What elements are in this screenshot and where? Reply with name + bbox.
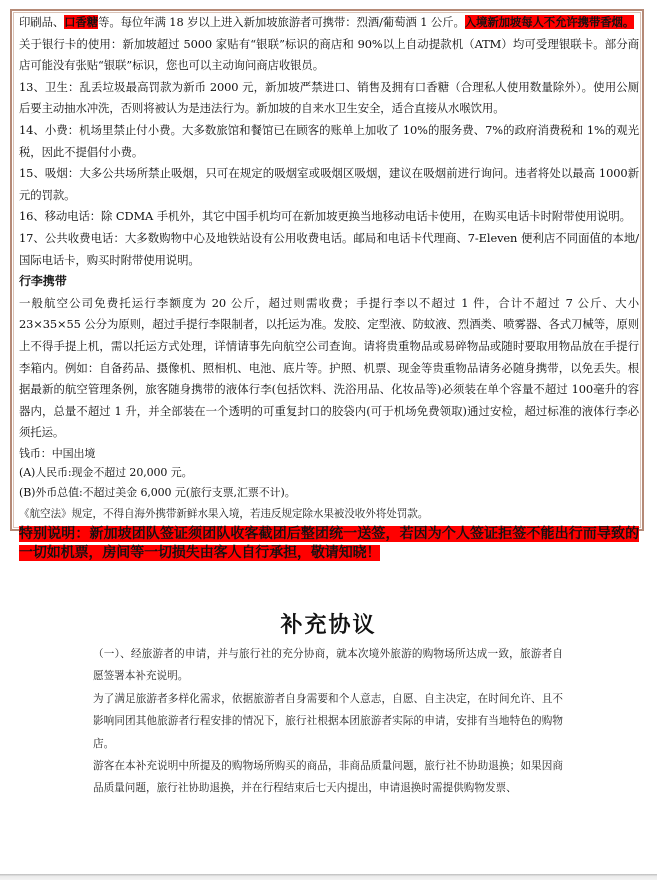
special-note xyxy=(19,525,639,564)
item-tipping: 14、小费：机场里禁止付小费。大多数旅馆和餐馆已在顾客的账单上加收了 10%的服务费、7%的政府消费税和 1%的观光税，因此不提倡付小费。 xyxy=(19,122,639,159)
item-mobile-phone: 16、移动电话：除 CDMA 手机外，其它中国手机均可在新加坡更换当地移动电话卡使用，在购买电话卡时附带使用说明。 xyxy=(19,209,631,224)
currency-foreign: (B)外币总值:不超过美金 6,000 元(旅行支票,汇票不计)。 xyxy=(19,486,296,500)
notice-box xyxy=(19,12,639,564)
item-hygiene: 13、卫生：乱丢垃圾最高罚款为新币 2000 元，新加坡严禁进口、销售及拥有口香糖（合理私人使用数量除外）。使用公厕后要主动抽水冲洗，否则将被认为是违法行为。新加坡的自来水卫生安全，适合直接从水喉饮用。 xyxy=(19,79,639,116)
supplement-paragraph-2: 为了满足旅游者多样化需求，依据旅游者自身需要和个人意志，自愿、自主决定，在时间允许、且不影响同团其他旅游者行程安排的情况下，旅行社根据本团旅游者实际的申请，安排有当地特色的购物店。 xyxy=(93,692,563,750)
intro-paragraph xyxy=(19,12,639,34)
supplement-title: 补充协议 xyxy=(280,613,377,638)
currency-rmb: (A)人民币:现金不超过 20,000 元。 xyxy=(19,466,193,480)
supplement-body xyxy=(93,643,563,800)
luggage-heading: 行李携带 xyxy=(19,274,67,289)
intro-prefix: 印刷品、 xyxy=(19,15,65,29)
intro-middle: 等。每位年满 18 岁以上进入新加坡旅游者可携带：烈酒/葡萄酒 1 公斤。 xyxy=(98,15,465,29)
aviation-law-note: 《航空法》规定，不得自海外携带新鲜水果入境，若违反规定除水果被没收外将处罚款。 xyxy=(19,507,429,520)
bank-card-paragraph: 关于银行卡的使用：新加坡超过 5000 家贴有“银联”标识的商店和 90%以上自动提款机（ATM）均可受理银联卡。部分商店可能没有张贴“银联”标识，您也可以主动询问商店收银员。 xyxy=(19,36,639,73)
item-public-phone: 17、公共收费电话：大多数购物中心及地铁站设有公用收费电话。邮局和电话卡代理商、7-Eleven 便利店不同面值的本地/国际电话卡，购买时附带使用说明。 xyxy=(19,230,639,267)
special-note-text: 特别说明：新加坡团队签证须团队收客截团后整团统一送签，若因为个人签证拒签不能出行而导致的一切如机票，房间等一切损失由客人自行承担，敬请知晓！ xyxy=(19,525,639,562)
item-smoking: 15、吸烟：大多公共场所禁止吸烟，只可在规定的吸烟室或吸烟区吸烟，建议在吸烟前进行询问。违者将处以最高 1000新元的罚款。 xyxy=(19,166,639,202)
page-bottom-edge xyxy=(0,874,657,880)
highlight-chewing-gum: 口香糖 xyxy=(64,15,99,29)
highlight-no-cigarettes: 入境新加坡每人不允许携带香烟。 xyxy=(464,15,635,29)
luggage-body: 一般航空公司免费托运行李额度为 20 公斤，超过则需收费；手提行李以不超过 1 件，合计不超过 7 公斤、大小 23×35×55 公分为原则，超过手提行李限制者，以托运为准。发胶、定型液、防蚊液、烈酒类、喷雾器、各式刀械等，原则上不得手提上机，需以托运方式处理，详情请事先向航空公司查询。请将贵重物品或易碎物品或随时要取用物品放在手提行李箱内。例如：自备药品、摄像机、照相机、电池、底片等。护照、机票、现金等贵重物品请务必随身携带，以免丢失。根据最新的航空管理条例，旅客随身携带的液体行李(包括饮料、洗浴用品、化妆品等)必须装在单个容量不超过 100毫升的容器内，总量不超过 1 升，并全部装在一个透明的可重复封口的胶袋内(可于机场免费领取)通过安检，超过标准的液体行李必须托运。 xyxy=(19,295,639,440)
supplement-paragraph-3: 游客在本补充说明中所提及的购物场所购买的商品，非商品质量问题，旅行社不协助退换；如果因商品质量问题，旅行社协助退换，并在行程结束后七天内提出，申请退换时需提供购物发票、 xyxy=(93,760,563,795)
currency-title: 钱币：中国出境 xyxy=(19,446,96,460)
supplement-paragraph-1: （一）、经旅游者的申请，并与旅行社的充分协商，就本次境外旅游的购物场所达成一致，旅游者自愿签署本补充说明。 xyxy=(93,648,563,683)
